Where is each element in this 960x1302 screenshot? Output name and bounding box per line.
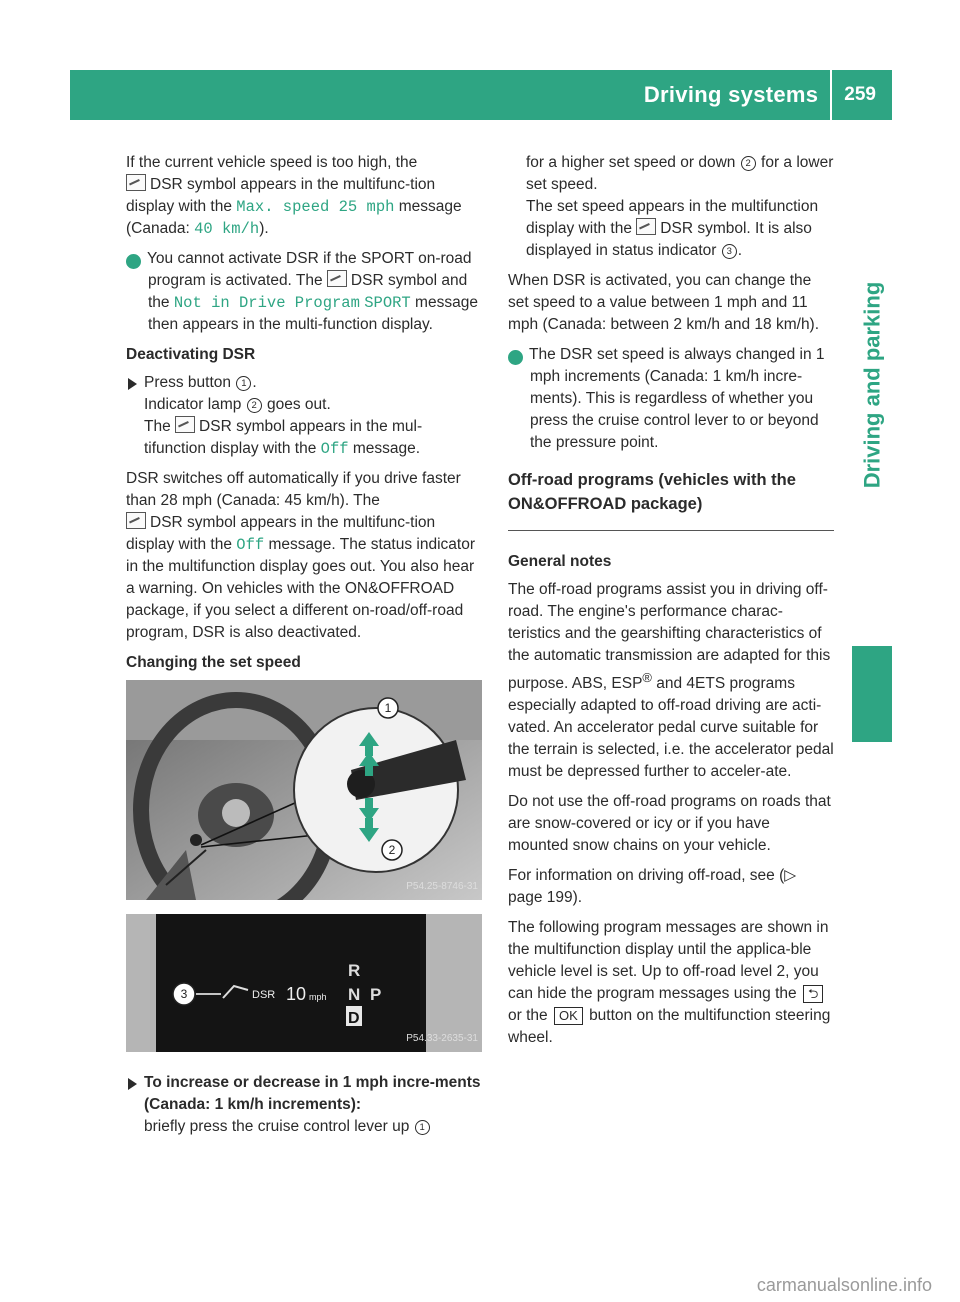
steering-wheel-illustration — [126, 680, 482, 900]
text: DSR symbol appears in the multifunc-tion display with the — [126, 176, 436, 215]
side-tab — [852, 260, 892, 510]
text: . — [252, 374, 257, 391]
text: For information on driving off-road, see ( — [508, 867, 785, 885]
text: . — [737, 242, 743, 259]
heading-offroad-programs: Off-road programs (vehicles with the ON&OFFROAD package) — [508, 471, 796, 513]
heading-general-notes: General notes — [508, 553, 612, 570]
info-note-sport — [120, 248, 482, 336]
step-arrow-icon — [128, 378, 137, 390]
paragraph-dsr-auto-off — [126, 468, 482, 644]
dsr-icon — [327, 270, 347, 287]
heading-deactivating-dsr: Deactivating DSR — [126, 346, 256, 363]
page-reference-link[interactable]: page 199). — [508, 889, 583, 907]
heading-changing-set-speed: Changing the set speed — [126, 654, 301, 671]
text: message. The status indicator in the multifunction display goes out. You also hear a warning. On vehicles with the ON&OFFROAD package, if you select a different on-road/off-road program, DSR is also deactivated. — [126, 536, 476, 641]
text: for a higher set speed or down — [526, 154, 736, 171]
step-heading: To increase or decrease in 1 mph incre-ments (Canada: 1 km/h increments): — [144, 1074, 481, 1113]
step-increase-decrease — [126, 1072, 482, 1138]
message-off: Off — [320, 440, 349, 458]
text: ). — [259, 220, 269, 237]
right-column — [502, 152, 834, 1057]
watermark: carmanualsonline.info — [756, 1275, 932, 1295]
step-arrow-icon — [128, 1078, 137, 1090]
back-button-icon: ⮌ — [803, 985, 823, 1003]
registered-mark: ® — [642, 670, 652, 685]
display-speed-unit: mph — [309, 992, 327, 1002]
message-max-speed: Max. speed 25 mph — [236, 198, 395, 216]
text: Indicator lamp — [144, 396, 242, 413]
callout-2: 2 — [388, 843, 396, 857]
text: DSR symbol and the — [148, 272, 468, 311]
section-divider — [508, 530, 834, 531]
display-dsr-label: DSR — [252, 989, 276, 1001]
message-not-in-drive-program: Not in Drive Program — [173, 294, 360, 312]
text: message then appears in the multi-function display. — [148, 294, 478, 333]
ok-button-icon: OK — [554, 1007, 583, 1025]
info-note-increments — [502, 344, 834, 454]
page-ref-arrow-icon: ▷ — [784, 867, 797, 885]
callout-3: 3 — [180, 987, 188, 1001]
text: DSR symbol appears in the mul-tifunction display with the — [144, 418, 423, 457]
text: message (Canada: — [126, 198, 462, 237]
text: DSR symbol. It is also displayed in status indicator — [526, 220, 812, 259]
dsr-icon — [126, 512, 146, 529]
dsr-icon — [636, 218, 656, 235]
paragraph-snow-warning: Do not use the off-road programs on roads that are snow-covered or icy or if you have mounted snow chains on your vehicle. — [508, 793, 831, 855]
figure-steering-wheel-lever — [126, 680, 482, 900]
gear-p: P — [370, 985, 382, 1004]
paragraph-lever-down — [508, 152, 834, 262]
callout-number: 2 — [741, 156, 756, 171]
callout-number: 3 — [722, 244, 737, 259]
text: DSR switches off automatically if you drive faster than 28 mph (Canada: 45 km/h). The — [126, 470, 461, 509]
callout-1: 1 — [384, 701, 392, 715]
paragraph-offroad-reference — [508, 865, 834, 909]
text: for a lower set speed. — [526, 154, 834, 193]
message-canada-speed: 40 km/h — [194, 220, 260, 238]
paragraph-speed-too-high — [126, 152, 482, 240]
side-tab-block — [852, 646, 892, 742]
message-sport: SPORT — [364, 294, 411, 312]
left-column — [120, 152, 482, 1138]
text: goes out. — [266, 396, 331, 413]
paragraph-program-messages — [508, 917, 834, 1049]
figure-reference: P54.33-2635-31 — [406, 1033, 478, 1044]
text: You cannot activate DSR if the SPORT on-road program is activated. The — [147, 250, 472, 289]
paragraph-set-speed-range: When DSR is activated, you can change the set speed to a value between 1 mph and 11 mph (Canada: between 2 km/h and 18 km/h). — [508, 272, 820, 333]
dsr-icon — [175, 416, 195, 433]
text: message. — [352, 440, 421, 457]
dsr-icon — [126, 174, 146, 191]
text: DSR symbol appears in the multifunc-tion display with the — [126, 514, 436, 553]
info-icon: i — [126, 254, 141, 269]
gear-n: N — [348, 985, 361, 1004]
text: or the — [508, 1007, 548, 1025]
text: If the current vehicle speed is too high, the — [126, 154, 418, 171]
gear-d: D — [348, 1010, 360, 1027]
text: and 4ETS programs especially adapted to off-road driving are acti-vated. An accelerator pedal curve suitable for the terrain is selected, i.e. the accelerator pedal must be depressed further to acceler-ate. — [508, 675, 834, 781]
figure-multifunction-display — [126, 914, 482, 1052]
display-speed-value: 10 — [286, 984, 307, 1004]
header-bar — [70, 70, 892, 120]
text: The DSR set speed is always changed in 1 mph increments (Canada: 1 km/h incre-ments). This is regardless of whether you press the cruise control lever to or beyond the pressure point. — [529, 346, 825, 451]
text: button on the multifunction steering wheel. — [508, 1007, 831, 1047]
text: Press button — [144, 374, 232, 391]
text: briefly press the cruise control lever up — [144, 1118, 410, 1135]
section-title: Driving systems — [643, 82, 819, 107]
paragraph-dsr-off-message — [126, 416, 482, 460]
text: The set speed appears in the multifunction display with the — [526, 198, 819, 237]
side-tab-label: Driving and parking — [859, 281, 884, 489]
page-number: 259 — [844, 84, 876, 105]
figure-reference: P54.25-8746-31 — [406, 881, 478, 892]
callout-number: 1 — [415, 1120, 430, 1135]
step-press-button — [126, 372, 482, 416]
gear-r: R — [348, 961, 361, 980]
callout-number: 2 — [247, 398, 262, 413]
message-off: Off — [236, 536, 265, 554]
text: The off-road programs assist you in driving off-road. The engine's performance charac-teristics and the gearshifting characteristics of the automatic transmission are adapted for this purpose. ABS, ESP — [508, 581, 831, 693]
text: The — [144, 418, 171, 435]
paragraph-offroad-assist — [508, 579, 834, 783]
info-icon: i — [508, 350, 523, 365]
text: The following program messages are shown in the multifunction display until the applica-ble vehicle level is set. Up to off-road level 2, you can hide the program messages using the — [508, 919, 829, 1003]
callout-number: 1 — [236, 376, 251, 391]
